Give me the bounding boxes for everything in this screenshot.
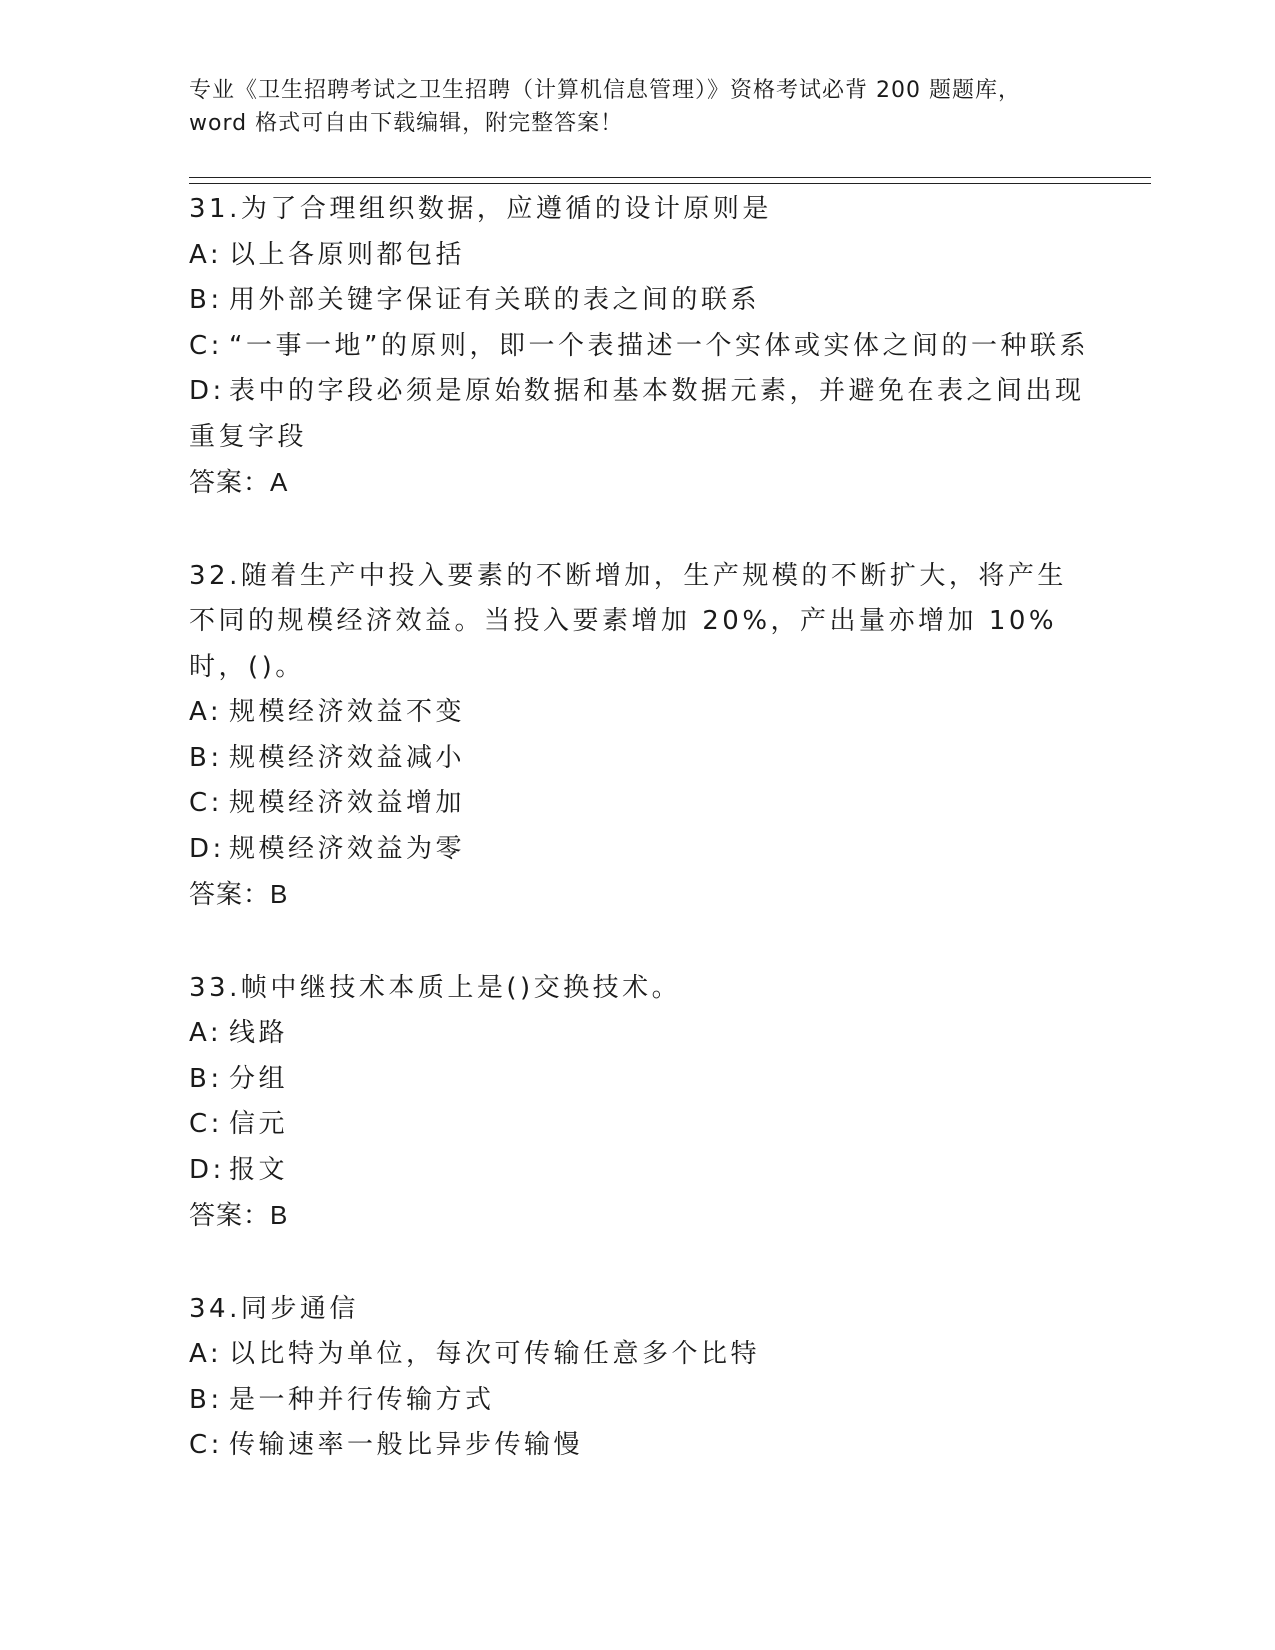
option-text: 以比特为单位，每次可传输任意多个比特 [229, 1339, 761, 1369]
question-32 [189, 554, 1089, 918]
option-label: D: [189, 833, 225, 864]
option-b [189, 1057, 1089, 1103]
question-stem: 33.帧中继技术本质上是()交换技术。 [189, 972, 682, 1003]
option-label: B: [189, 1063, 223, 1094]
question-33 [189, 966, 1089, 1239]
option-text: 以上各原则都包括 [229, 239, 466, 270]
option-label: C: [189, 1430, 223, 1460]
option-text: 用外部关键字保证有关联的表之间的联系 [229, 285, 761, 315]
document-header [189, 74, 1089, 140]
question-31 [189, 187, 1089, 506]
option-d [189, 827, 1089, 873]
header-line-2: word 格式可自由下载编辑，附完整答案！ [189, 111, 624, 136]
option-text: 传输速率一般比异步传输慢 [229, 1430, 584, 1460]
option-a [189, 690, 1089, 736]
option-b [189, 1378, 1089, 1424]
option-c [189, 1102, 1089, 1148]
question-stem: 34.同步通信 [189, 1293, 359, 1324]
option-label: A: [189, 1018, 223, 1048]
question-stem: 31.为了合理组织数据，应遵循的设计原则是 [189, 194, 772, 224]
option-label: D: [189, 376, 225, 406]
option-a [189, 233, 1089, 279]
option-a [189, 1011, 1089, 1057]
option-text: 表中的字段必须是原始数据和基本数据元素，并避免在表之间出现重复字段 [189, 376, 1085, 452]
option-d [189, 1148, 1089, 1194]
option-label: A: [189, 697, 223, 727]
option-label: A: [189, 239, 223, 270]
option-c [189, 1423, 1089, 1469]
option-text: 信元 [229, 1109, 289, 1139]
option-label: A: [189, 1339, 223, 1369]
answer: 答案：B [189, 879, 289, 909]
question-list [189, 187, 1089, 1517]
option-label: C: [189, 330, 223, 361]
option-b [189, 278, 1089, 324]
option-label: C: [189, 788, 223, 818]
option-text: 是一种并行传输方式 [229, 1384, 495, 1415]
option-text: 规模经济效益为零 [229, 833, 466, 864]
option-label: B: [189, 285, 223, 315]
option-text: 分组 [229, 1063, 289, 1094]
answer: 答案：B [189, 1200, 289, 1230]
option-text: 线路 [229, 1018, 289, 1048]
option-label: B: [189, 742, 223, 773]
option-text: 规模经济效益不变 [229, 697, 466, 727]
option-c [189, 324, 1089, 370]
option-label: D: [189, 1154, 225, 1185]
option-d [189, 369, 1089, 460]
option-text: “一事一地”的原则，即一个表描述一个实体或实体之间的一种联系 [229, 330, 1089, 361]
question-stem: 32.随着生产中投入要素的不断增加，生产规模的不断扩大，将产生不同的规模经济效益。当投入要素增加 20%，产出量亦增加 10%时，()。 [189, 560, 1067, 682]
header-divider-top [189, 177, 1151, 178]
option-text: 报文 [229, 1154, 289, 1185]
option-c [189, 781, 1089, 827]
header-divider-bottom [189, 183, 1151, 184]
question-34 [189, 1287, 1089, 1469]
option-label: C: [189, 1109, 223, 1139]
option-b [189, 736, 1089, 782]
header-line-1: 专业《卫生招聘考试之卫生招聘（计算机信息管理）》资格考试必背 200 题题库， [189, 78, 1021, 103]
answer: 答案：A [189, 467, 289, 497]
option-a [189, 1332, 1089, 1378]
option-text: 规模经济效益增加 [229, 788, 466, 818]
option-text: 规模经济效益减小 [229, 742, 466, 773]
option-label: B: [189, 1384, 223, 1415]
